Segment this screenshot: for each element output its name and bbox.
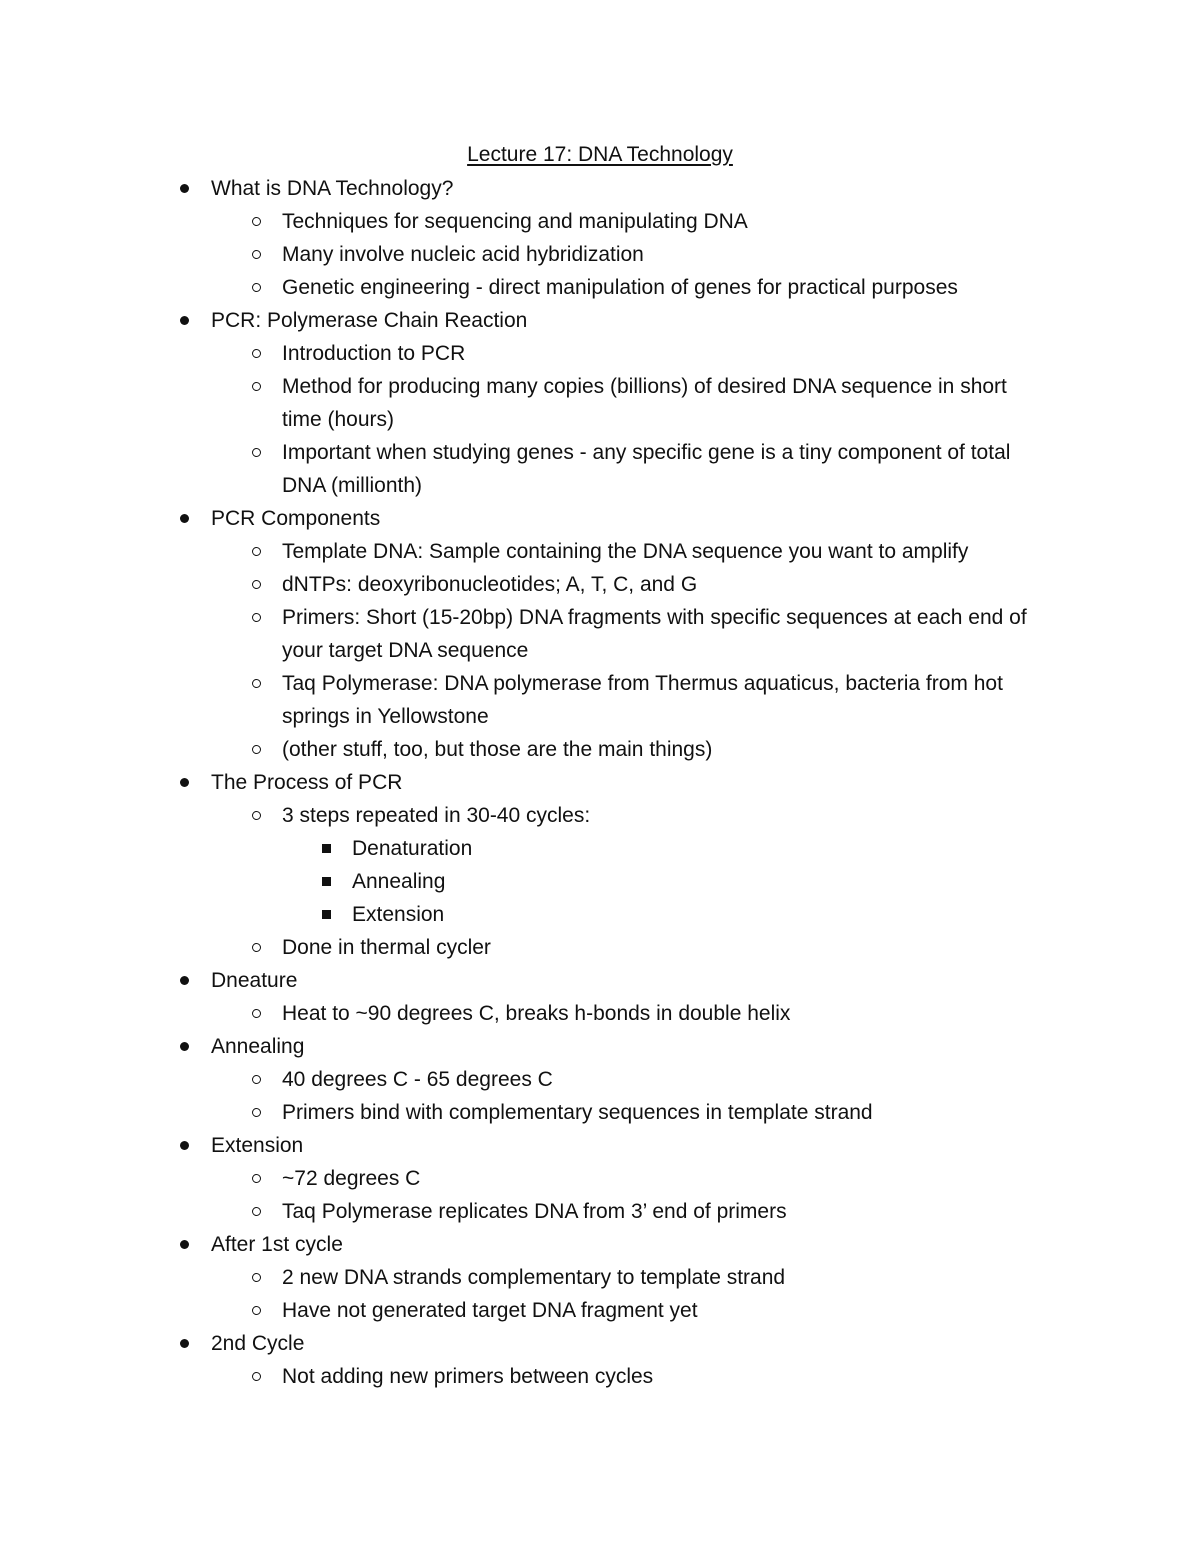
- list-item-text: DNA (millionth): [282, 474, 423, 497]
- filled-circle-bullet-icon: [174, 1129, 194, 1162]
- hollow-circle-bullet-icon: [246, 436, 266, 469]
- filled-circle-bullet-icon: [174, 964, 194, 997]
- hollow-circle-bullet-icon: [246, 733, 266, 766]
- list-item: [0, 931, 1200, 964]
- hollow-circle-bullet-icon: [246, 205, 266, 238]
- list-item-text: The Process of PCR: [211, 771, 403, 794]
- list-item-text: Denaturation: [352, 837, 473, 860]
- list-item: [0, 502, 1200, 535]
- hollow-circle-bullet-icon: [246, 799, 266, 832]
- list-item-text: time (hours): [282, 408, 395, 431]
- list-item-text: Important when studying genes - any specific gene is a tiny component of total: [282, 441, 1011, 464]
- list-item: [0, 172, 1200, 205]
- hollow-circle-bullet-icon: [246, 1360, 266, 1393]
- hollow-circle-bullet-icon: [246, 1195, 266, 1228]
- list-item-text: Heat to ~90 degrees C, breaks h-bonds in double helix: [282, 1002, 791, 1025]
- list-item-text: springs in Yellowstone: [282, 705, 489, 728]
- list-item-text: Not adding new primers between cycles: [282, 1365, 654, 1388]
- list-item: [0, 238, 1200, 271]
- list-item: [0, 700, 1200, 733]
- hollow-circle-bullet-icon: [246, 601, 266, 634]
- list-item: [0, 271, 1200, 304]
- list-item: [0, 568, 1200, 601]
- hollow-circle-bullet-icon: [246, 1162, 266, 1195]
- list-item-text: Extension: [352, 903, 445, 926]
- hollow-circle-bullet-icon: [246, 1096, 266, 1129]
- list-item-text: Annealing: [352, 870, 446, 893]
- filled-square-bullet-icon: [316, 832, 336, 865]
- list-item: [0, 865, 1200, 898]
- list-item: [0, 469, 1200, 502]
- list-item: [0, 1228, 1200, 1261]
- hollow-circle-bullet-icon: [246, 667, 266, 700]
- list-item: [0, 1294, 1200, 1327]
- list-item-text: your target DNA sequence: [282, 639, 529, 662]
- list-item-text: After 1st cycle: [211, 1233, 343, 1256]
- list-item: [0, 1162, 1200, 1195]
- list-item: [0, 667, 1200, 700]
- hollow-circle-bullet-icon: [246, 931, 266, 964]
- hollow-circle-bullet-icon: [246, 271, 266, 304]
- filled-circle-bullet-icon: [174, 766, 194, 799]
- list-item-text: PCR Components: [211, 507, 381, 530]
- list-item: [0, 1195, 1200, 1228]
- list-item: [0, 733, 1200, 766]
- hollow-circle-bullet-icon: [246, 568, 266, 601]
- hollow-circle-bullet-icon: [246, 1294, 266, 1327]
- list-item-text: 3 steps repeated in 30-40 cycles:: [282, 804, 591, 827]
- hollow-circle-bullet-icon: [246, 997, 266, 1030]
- hollow-circle-bullet-icon: [246, 1063, 266, 1096]
- list-item: [0, 799, 1200, 832]
- list-item-text: Taq Polymerase: DNA polymerase from Thermus aquaticus, bacteria from hot: [282, 672, 1003, 695]
- list-item: [0, 1129, 1200, 1162]
- list-item-text: Genetic engineering - direct manipulation of genes for practical purposes: [282, 276, 958, 299]
- page-title: Lecture 17: DNA Technology: [467, 143, 733, 166]
- hollow-circle-bullet-icon: [246, 535, 266, 568]
- list-item-text: ~72 degrees C: [282, 1167, 421, 1190]
- list-item-text: PCR: Polymerase Chain Reaction: [211, 309, 528, 332]
- filled-circle-bullet-icon: [174, 304, 194, 337]
- list-item-text: Method for producing many copies (billions) of desired DNA sequence in short: [282, 375, 1007, 398]
- list-item-text: Extension: [211, 1134, 304, 1157]
- list-item-text: Techniques for sequencing and manipulating DNA: [282, 210, 748, 233]
- list-item-text: Primers: Short (15-20bp) DNA fragments with specific sequences at each end of: [282, 606, 1027, 629]
- list-item: [0, 997, 1200, 1030]
- list-item: [0, 535, 1200, 568]
- list-item: [0, 337, 1200, 370]
- list-item: [0, 403, 1200, 436]
- list-item: [0, 205, 1200, 238]
- list-item-text: dNTPs: deoxyribonucleotides; A, T, C, and G: [282, 573, 698, 596]
- list-item: [0, 634, 1200, 667]
- list-item-text: Done in thermal cycler: [282, 936, 491, 959]
- list-item-text: Dneature: [211, 969, 298, 992]
- list-item: [0, 1030, 1200, 1063]
- list-item: [0, 601, 1200, 634]
- list-item-text: Primers bind with complementary sequences in template strand: [282, 1101, 873, 1124]
- list-item-text: 2nd Cycle: [211, 1332, 305, 1355]
- filled-circle-bullet-icon: [174, 1327, 194, 1360]
- list-item: [0, 766, 1200, 799]
- list-item-text: What is DNA Technology?: [211, 177, 454, 200]
- filled-circle-bullet-icon: [174, 1030, 194, 1063]
- hollow-circle-bullet-icon: [246, 1261, 266, 1294]
- list-item: [0, 1261, 1200, 1294]
- list-item-text: Many involve nucleic acid hybridization: [282, 243, 644, 266]
- filled-square-bullet-icon: [316, 898, 336, 931]
- list-item: [0, 898, 1200, 931]
- list-item-text: Taq Polymerase replicates DNA from 3’ end of primers: [282, 1200, 787, 1223]
- filled-circle-bullet-icon: [174, 172, 194, 205]
- list-item-text: 40 degrees C - 65 degrees C: [282, 1068, 553, 1091]
- list-item-text: (other stuff, too, but those are the main things): [282, 738, 713, 761]
- filled-circle-bullet-icon: [174, 1228, 194, 1261]
- list-item-text: Annealing: [211, 1035, 305, 1058]
- list-item: [0, 1360, 1200, 1393]
- hollow-circle-bullet-icon: [246, 337, 266, 370]
- list-item: [0, 1327, 1200, 1360]
- list-item-text: 2 new DNA strands complementary to template strand: [282, 1266, 786, 1289]
- list-item-text: Introduction to PCR: [282, 342, 466, 365]
- list-item: [0, 1096, 1200, 1129]
- list-item: [0, 832, 1200, 865]
- list-item-text: Have not generated target DNA fragment yet: [282, 1299, 698, 1322]
- hollow-circle-bullet-icon: [246, 370, 266, 403]
- list-item: [0, 436, 1200, 469]
- filled-circle-bullet-icon: [174, 502, 194, 535]
- hollow-circle-bullet-icon: [246, 238, 266, 271]
- bullet-outline: [0, 172, 1200, 1393]
- list-item: [0, 370, 1200, 403]
- list-item: [0, 964, 1200, 997]
- filled-square-bullet-icon: [316, 865, 336, 898]
- list-item-text: Template DNA: Sample containing the DNA sequence you want to amplify: [282, 540, 969, 563]
- list-item: [0, 304, 1200, 337]
- list-item: [0, 1063, 1200, 1096]
